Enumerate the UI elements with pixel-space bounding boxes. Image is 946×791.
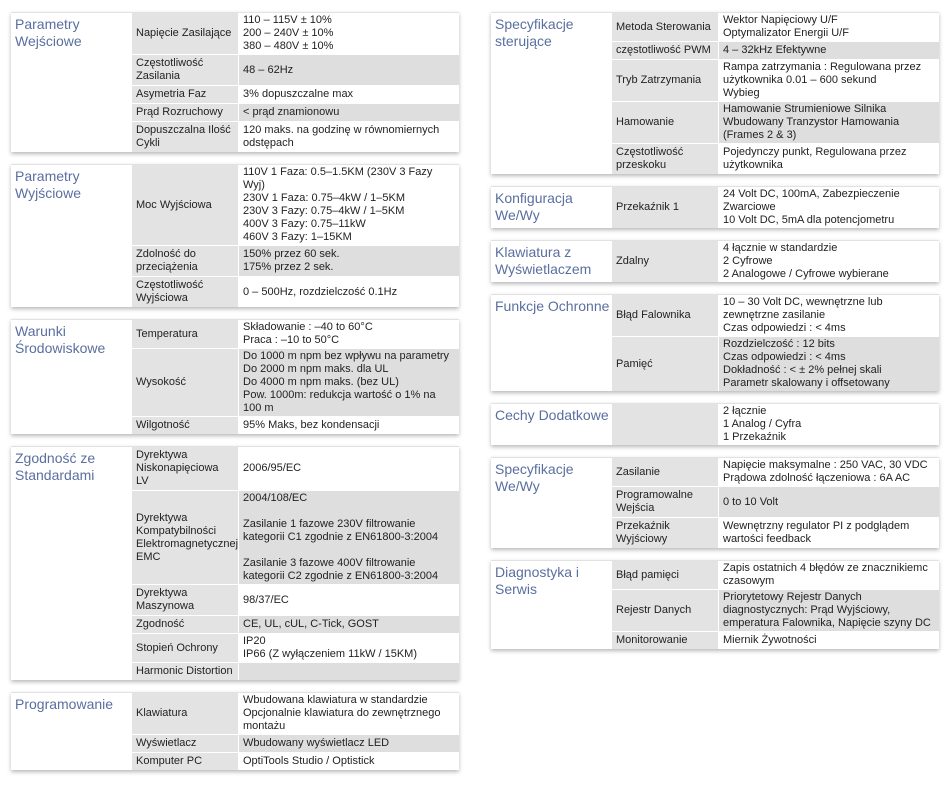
spec-value: CE, UL, cUL, C-Tick, GOST — [239, 616, 459, 633]
spec-label: Metoda Sterowania — [612, 13, 719, 41]
spec-label: Dopuszczalna Ilość Cykli — [132, 122, 239, 152]
spec-rows — [611, 241, 939, 282]
spec-value: 4 – 32kHz Efektywne — [719, 42, 939, 59]
spec-row — [131, 121, 459, 152]
spec-label: Zdalny — [612, 241, 719, 282]
spec-value: Miernik Żywotności — [719, 632, 939, 649]
spec-value: 150% przez 60 sek. 175% przez 2 sek. — [239, 246, 459, 276]
spec-label: Komputer PC — [132, 753, 239, 770]
section-title: Specyfikacje We/Wy — [495, 461, 574, 494]
left-column — [11, 12, 459, 770]
spec-row — [131, 103, 459, 121]
spec-row — [131, 276, 459, 307]
spec-value: OptiTools Studio / Optistick — [239, 753, 459, 770]
spec-label: Zasilanie — [612, 458, 719, 486]
spec-value: Zapis ostatnich 4 błędów ze znacznikiemc czasowym — [719, 561, 939, 589]
section-zs — [11, 446, 459, 680]
spec-rows — [611, 295, 939, 391]
section-title: Specyfikacje sterujące — [495, 16, 574, 49]
section-title: Warunki Środowiskowe — [15, 323, 106, 356]
spec-label: Błąd Falownika — [612, 295, 719, 336]
spec-row — [611, 561, 939, 589]
spec-label: Zdolność do przeciążenia — [132, 246, 239, 276]
section-ss — [491, 12, 939, 174]
spec-value: 2004/108/EC Zasilanie 1 fazowe 230V filtrowanie kategorii C1 zgodnie z EN61800-3:2004 Zasilanie 3 fazowe 400V filtrowanie kategorii C2 zgodnie z EN61800-3:2004 — [239, 491, 459, 584]
spec-label — [612, 404, 719, 445]
spec-value: 4 łącznie w standardzie 2 Cyfrowe 2 Analogowe / Cyfrowe wybierane — [719, 241, 939, 282]
spec-value: Pojedynczy punkt, Regulowana przez użytkownika — [719, 144, 939, 174]
spec-row — [131, 54, 459, 85]
spec-row — [611, 41, 939, 59]
spec-label: Asymetria Faz — [132, 86, 239, 103]
spec-row — [131, 85, 459, 103]
spec-label: Wilgotność — [132, 417, 239, 434]
spec-value: Rampa zatrzymania : Regulowana przez użytkownika 0.01 – 600 sekund Wybieg — [719, 60, 939, 101]
spec-label: Temperatura — [132, 320, 239, 348]
spec-value: Hamowanie Strumieniowe Silnika Wbudowany Tranzystor Hamowania (Frames 2 & 3) — [719, 102, 939, 143]
spec-row — [131, 245, 459, 276]
spec-row — [131, 752, 459, 770]
right-column — [491, 12, 939, 649]
spec-value: Do 1000 m npm bez wpływu na parametry Do 2000 m npm maks. dla UL Do 4000 m npm maks. (bez UL) Pow. 1000m: redukcja wartość o 1% na 100 m — [239, 349, 459, 416]
spec-row — [131, 320, 459, 348]
spec-rows — [131, 447, 459, 680]
spec-row — [611, 295, 939, 336]
spec-row — [611, 336, 939, 391]
section-ws — [11, 319, 459, 434]
spec-row — [131, 13, 459, 54]
spec-row — [611, 631, 939, 649]
spec-label: Dyrektywa Maszynowa — [132, 585, 239, 615]
spec-rows — [611, 187, 939, 228]
spec-row — [131, 416, 459, 434]
spec-row — [131, 490, 459, 584]
spec-value: 3% dopuszczalne max — [239, 86, 459, 103]
section-title: Cechy Dodatkowe — [495, 407, 609, 423]
spec-label: częstotliwość PWM — [612, 42, 719, 59]
spec-row — [131, 165, 459, 245]
spec-row — [611, 241, 939, 282]
spec-row — [611, 187, 939, 228]
spec-row — [611, 589, 939, 631]
spec-value: 95% Maks, bez kondensacji — [239, 417, 459, 434]
spec-label: Napięcie Zasilające — [132, 13, 239, 54]
spec-row — [611, 486, 939, 517]
section-kl — [491, 240, 939, 282]
spec-label: Hamowanie — [612, 102, 719, 143]
spec-value: 2 łącznie 1 Analog / Cyfra 1 Przekaźnik — [719, 404, 939, 445]
spec-rows — [611, 561, 939, 649]
section-fo — [491, 294, 939, 391]
section-sw — [491, 457, 939, 548]
spec-row — [611, 404, 939, 445]
spec-row — [611, 59, 939, 101]
section-kw — [491, 186, 939, 228]
spec-rows — [611, 458, 939, 548]
section-title: Funkcje Ochronne — [495, 298, 610, 314]
spec-row — [131, 584, 459, 615]
section-title: Klawiatura z Wyświetlaczem — [495, 244, 592, 277]
spec-label: Częstotliwość Zasilania — [132, 55, 239, 85]
section-ds — [491, 560, 939, 649]
section-title: Konfiguracja We/Wy — [495, 190, 573, 223]
section-title: Diagnostyka i Serwis — [495, 564, 580, 597]
spec-value: < prąd znamionowu — [239, 104, 459, 121]
spec-value: 0 to 10 Volt — [719, 487, 939, 517]
spec-row — [611, 13, 939, 41]
spec-rows — [611, 404, 939, 445]
spec-rows — [131, 165, 459, 307]
spec-rows — [131, 320, 459, 434]
spec-label: Stopień Ochrony — [132, 634, 239, 662]
spec-rows — [131, 693, 459, 770]
spec-value: 48 – 62Hz — [239, 55, 459, 85]
section-title: Programowanie — [15, 696, 114, 712]
spec-row — [611, 458, 939, 486]
section-wy — [11, 164, 459, 307]
spec-value: Składowanie : –40 to 60°C Praca : –10 to 50°C — [239, 320, 459, 348]
spec-label: Częstotliwość Wyjściowa — [132, 277, 239, 307]
spec-label: Rejestr Danych — [612, 590, 719, 631]
spec-value: 110 – 115V ± 10% 200 – 240V ± 10% 380 – 480V ± 10% — [239, 13, 459, 54]
spec-value: Wbudowany wyświetlacz LED — [239, 735, 459, 752]
spec-label: Dyrektywa Kompatybilności Elektromagnetycznej EMC — [132, 491, 239, 584]
spec-label: Wysokość — [132, 349, 239, 416]
spec-rows — [611, 13, 939, 174]
spec-row — [131, 734, 459, 752]
spec-label: Przekaźnik 1 — [612, 187, 719, 228]
spec-row — [131, 615, 459, 633]
spec-value: 2006/95/EC — [239, 447, 459, 490]
spec-row — [611, 143, 939, 174]
spec-value: Priorytetowy Rejestr Danych diagnostycznych: Prąd Wyjściowy, emperatura Falownika, Napięcie szyny DC — [719, 590, 939, 631]
spec-label: Dyrektywa Niskonapięciowa LV — [132, 447, 239, 490]
spec-label: Zgodność — [132, 616, 239, 633]
spec-row — [131, 662, 459, 680]
spec-row — [611, 101, 939, 143]
spec-value: IP20 IP66 (Z wyłączeniem 11kW / 15KM) — [239, 634, 459, 662]
spec-value: Napięcie maksymalne : 250 VAC, 30 VDC Prądowa zdolność łączeniowa : 6A AC — [719, 458, 939, 486]
spec-label: Wyświetlacz — [132, 735, 239, 752]
spec-row — [131, 348, 459, 416]
spec-row — [611, 517, 939, 548]
spec-label: Moc Wyjściowa — [132, 165, 239, 245]
spec-value: 0 – 500Hz, rozdzielczość 0.1Hz — [239, 277, 459, 307]
spec-label: Pamięć — [612, 337, 719, 391]
section-title: Parametry Wejściowe — [15, 16, 82, 49]
section-title: Zgodność ze Standardami — [15, 450, 96, 483]
spec-value — [239, 663, 459, 680]
spec-value: Wewnętrzny regulator PI z podglądem wartości feedback — [719, 518, 939, 548]
spec-label: Programowalne Wejścia — [612, 487, 719, 517]
spec-value: 120 maks. na godzinę w równomiernych odstępach — [239, 122, 459, 152]
spec-label: Klawiatura — [132, 693, 239, 734]
spec-label: Błąd pamięci — [612, 561, 719, 589]
spec-row — [131, 633, 459, 662]
spec-value: Wbudowana klawiatura w standardzie Opcjonalnie klawiatura do zewnętrznego montażu — [239, 693, 459, 734]
spec-row — [131, 693, 459, 734]
spec-label: Prąd Rozruchowy — [132, 104, 239, 121]
spec-label: Częstotliwość przeskoku — [612, 144, 719, 174]
spec-value: 10 – 30 Volt DC, wewnętrzne lub zewnętrzne zasilanie Czas odpowiedzi : < 4ms — [719, 295, 939, 336]
section-we — [11, 12, 459, 152]
spec-label: Tryb Zatrzymania — [612, 60, 719, 101]
spec-value: 24 Volt DC, 100mA, Zabezpieczenie Zwarciowe 10 Volt DC, 5mA dla potencjometru — [719, 187, 939, 228]
section-pr — [11, 692, 459, 770]
section-cd — [491, 403, 939, 445]
spec-label: Harmonic Distortion — [132, 663, 239, 680]
spec-label: Monitorowanie — [612, 632, 719, 649]
spec-label: Przekaźnik Wyjściowy — [612, 518, 719, 548]
spec-value: 98/37/EC — [239, 585, 459, 615]
spec-row — [131, 447, 459, 490]
spec-value: Rozdzielczość : 12 bits Czas odpowiedzi : < 4ms Dokładność : < ± 2% pełnej skali Parametr skalowany i offsetowany — [719, 337, 939, 391]
spec-value: Wektor Napięciowy U/F Optymalizator Energii U/F — [719, 13, 939, 41]
spec-rows — [131, 13, 459, 152]
section-title: Parametry Wyjściowe — [15, 168, 81, 201]
spec-value: 110V 1 Faza: 0.5–1.5KM (230V 3 Fazy Wyj) 230V 1 Faza: 0.75–4kW / 1–5KM 230V 3 Fazy: 0.75–4kW / 1–5KM 400V 3 Fazy: 0.75–11kW 460V 3 Fazy: 1–15KM — [239, 165, 459, 245]
